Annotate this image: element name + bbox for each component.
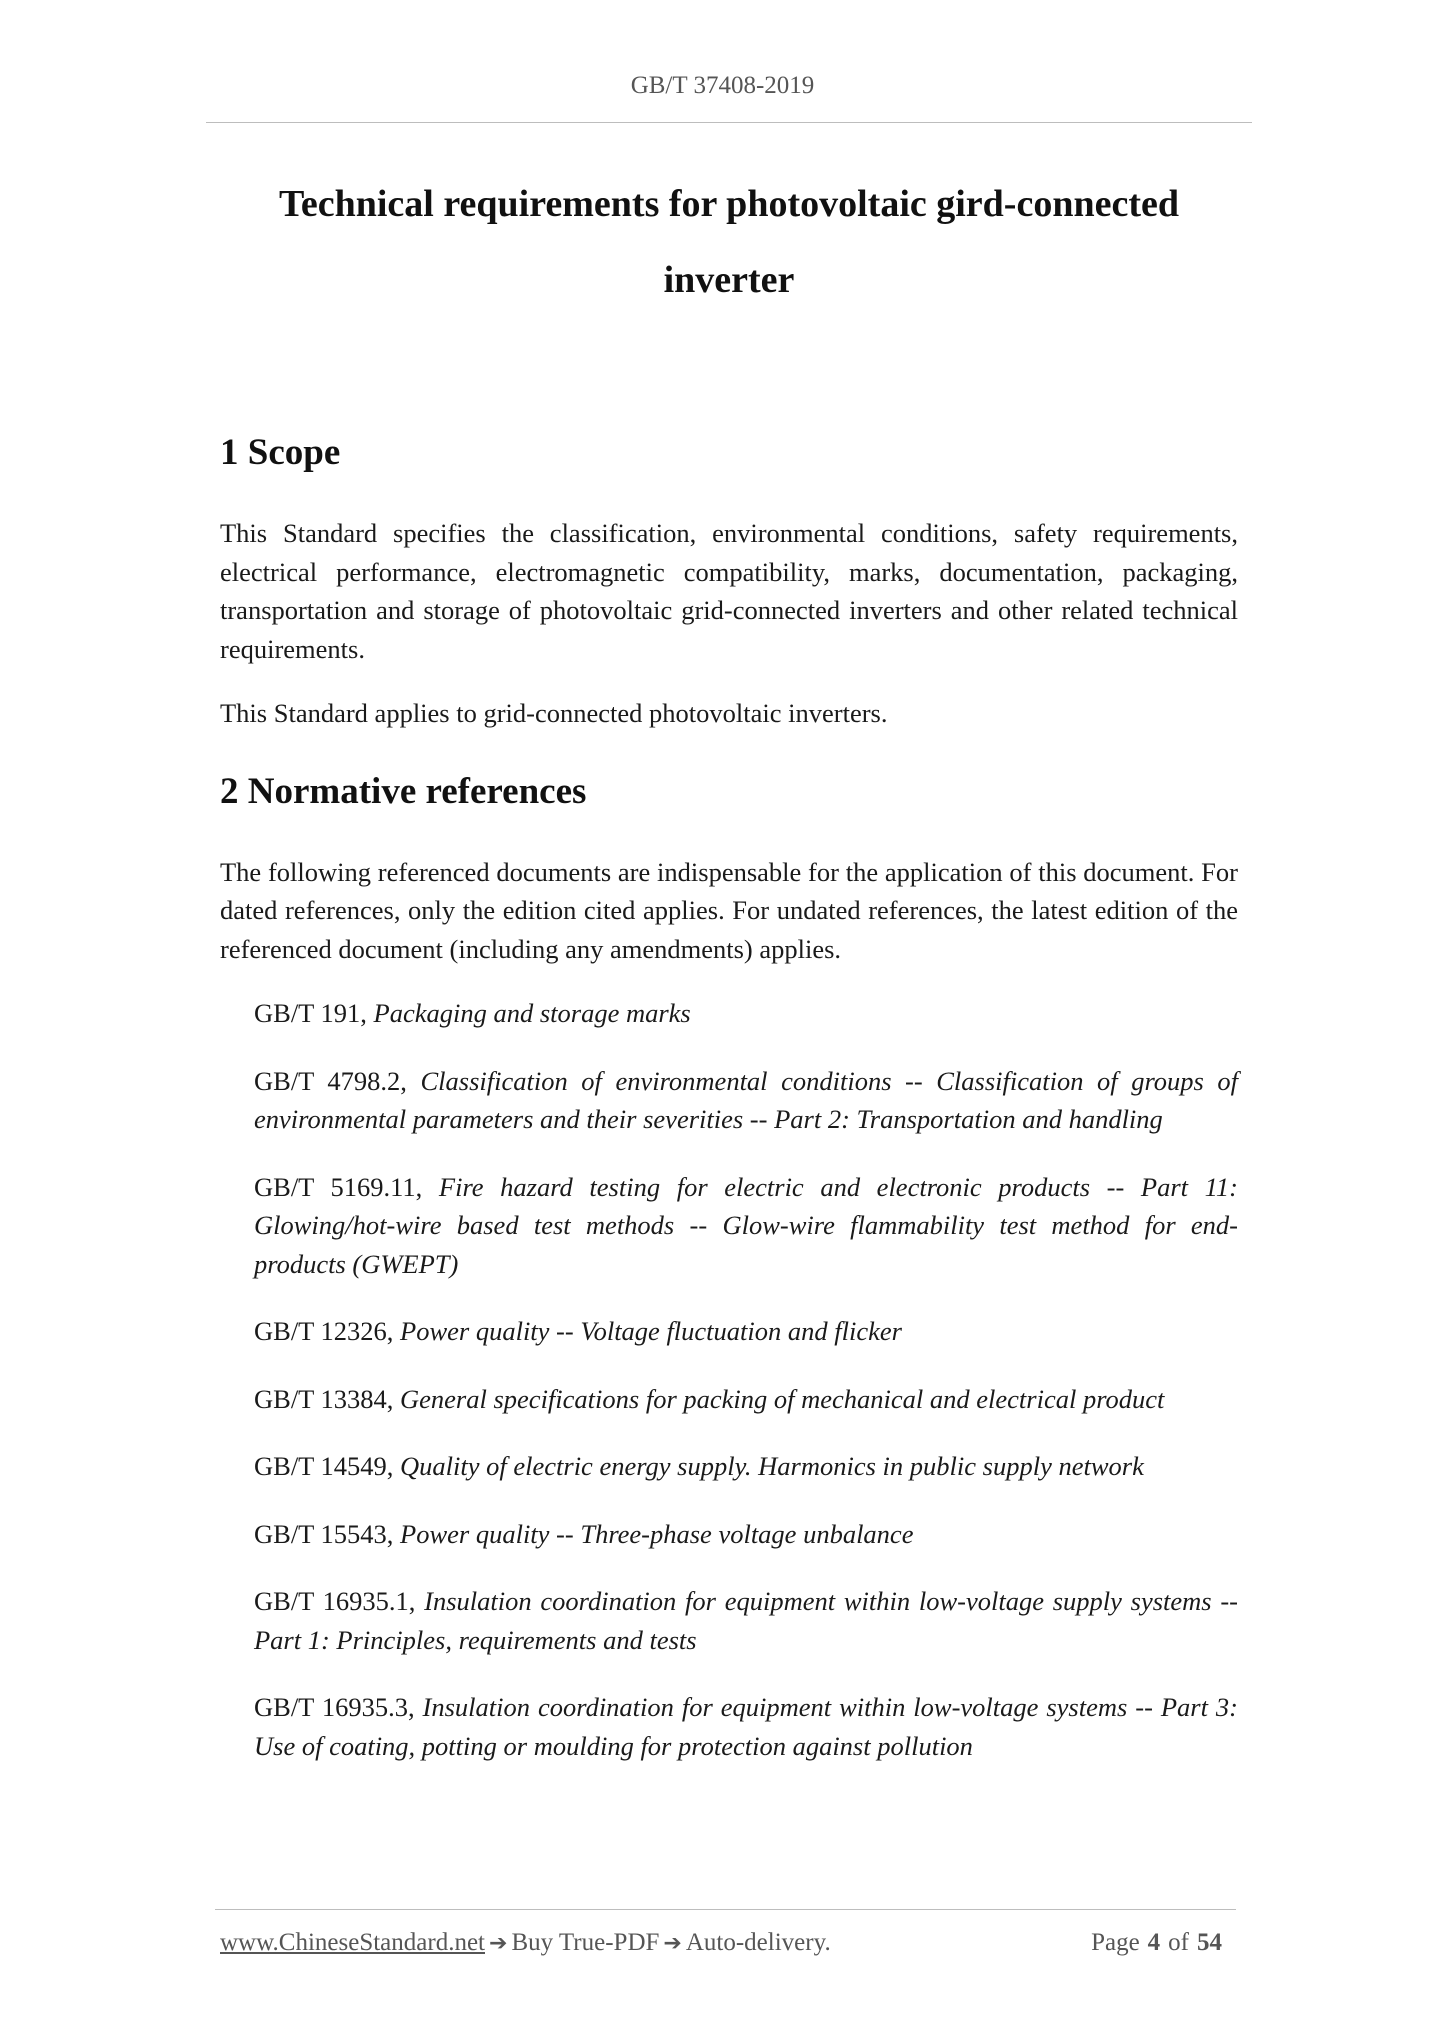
reference-title: Insulation coordination for equipment within low-voltage systems -- Part 3: Use of coating, potting or moulding for protection against pollution (254, 1692, 1239, 1761)
reference-code: GB/T 14549, (254, 1451, 394, 1481)
page-label: Page (1091, 1929, 1140, 1956)
document-body (220, 430, 1238, 1794)
reference-title: Power quality -- Three-phase voltage unbalance (400, 1518, 914, 1549)
document-title-line-2: inverter (663, 259, 795, 301)
header-divider (206, 122, 1252, 123)
reference-code: GB/T 12326, (254, 1316, 394, 1346)
arrow-right-icon: ➔ (663, 1931, 682, 1956)
buy-pdf-text: Buy True-PDF (511, 1929, 660, 1956)
reference-list (220, 994, 1238, 1765)
normative-intro-paragraph: The following referenced documents are indispensable for the application of this document. For dated references, only the edition cited applies. For undated references, the latest edition of the referenced document (including any amendments) applies. (220, 856, 1238, 964)
reference-item (254, 1168, 1238, 1284)
reference-title: Packaging and storage marks (373, 998, 691, 1028)
footer-promo (220, 1929, 831, 1957)
reference-code: GB/T 191, (254, 998, 367, 1028)
auto-delivery-text: Auto-delivery. (685, 1929, 831, 1956)
reference-title: Quality of electric energy supply. Harmonics in public supply network (400, 1451, 1144, 1481)
reference-title: General specifications for packing of mechanical and electrical product (400, 1383, 1165, 1414)
reference-item (254, 1062, 1238, 1139)
reference-code: GB/T 4798.2, (254, 1065, 407, 1096)
reference-item (254, 1582, 1238, 1659)
section-heading-scope: 1 Scope (220, 432, 341, 473)
reference-item (254, 1447, 1238, 1486)
running-header: GB/T 37408-2019 (630, 72, 815, 99)
document-title (206, 166, 1252, 318)
reference-code: GB/T 15543, (254, 1518, 394, 1549)
reference-code: GB/T 13384, (254, 1383, 394, 1414)
scope-paragraph-2: This Standard applies to grid-connected photovoltaic inverters. (220, 698, 888, 728)
current-page-number: 4 (1147, 1929, 1161, 1956)
page-indicator (1091, 1929, 1230, 1957)
chinese-standard-link[interactable]: www.ChineseStandard.net (220, 1929, 485, 1956)
reference-item (254, 1515, 1238, 1554)
reference-item (254, 994, 1238, 1033)
reference-title: Power quality -- Voltage fluctuation and flicker (400, 1316, 902, 1346)
total-page-number: 54 (1197, 1929, 1222, 1956)
page-of-label: of (1168, 1929, 1189, 1956)
arrow-right-icon: ➔ (489, 1931, 508, 1956)
reference-title: Classification of environmental conditions -- Classification of groups of environmental parameters and their severities -- Part 2: Transportation and handling (254, 1065, 1239, 1134)
scope-paragraph-1: This Standard specifies the classification, environmental conditions, safety requirements, electrical performance, electromagnetic compatibility, marks, documentation, packaging, transportation and storage of photovoltaic grid-connected inverters and other related technical requirements. (220, 518, 1238, 664)
footer-divider (215, 1909, 1236, 1910)
document-title-line-1: Technical requirements for photovoltaic gird-connected (279, 183, 1179, 225)
reference-code: GB/T 16935.3, (254, 1692, 415, 1722)
reference-code: GB/T 16935.1, (254, 1586, 416, 1616)
section-heading-normative-references: 2 Normative references (220, 770, 587, 812)
reference-code: GB/T 5169.11, (254, 1171, 423, 1202)
reference-item (254, 1380, 1238, 1419)
reference-item (254, 1688, 1238, 1765)
reference-item (254, 1312, 1238, 1351)
reference-title: Fire hazard testing for electric and electronic products -- Part 11: Glowing/hot-wire based test methods -- Glow-wire flammability test method for end-products (GWEPT) (254, 1171, 1239, 1279)
reference-title: Insulation coordination for equipment within low-voltage supply systems -- Part 1: Principles, requirements and tests (254, 1586, 1239, 1655)
